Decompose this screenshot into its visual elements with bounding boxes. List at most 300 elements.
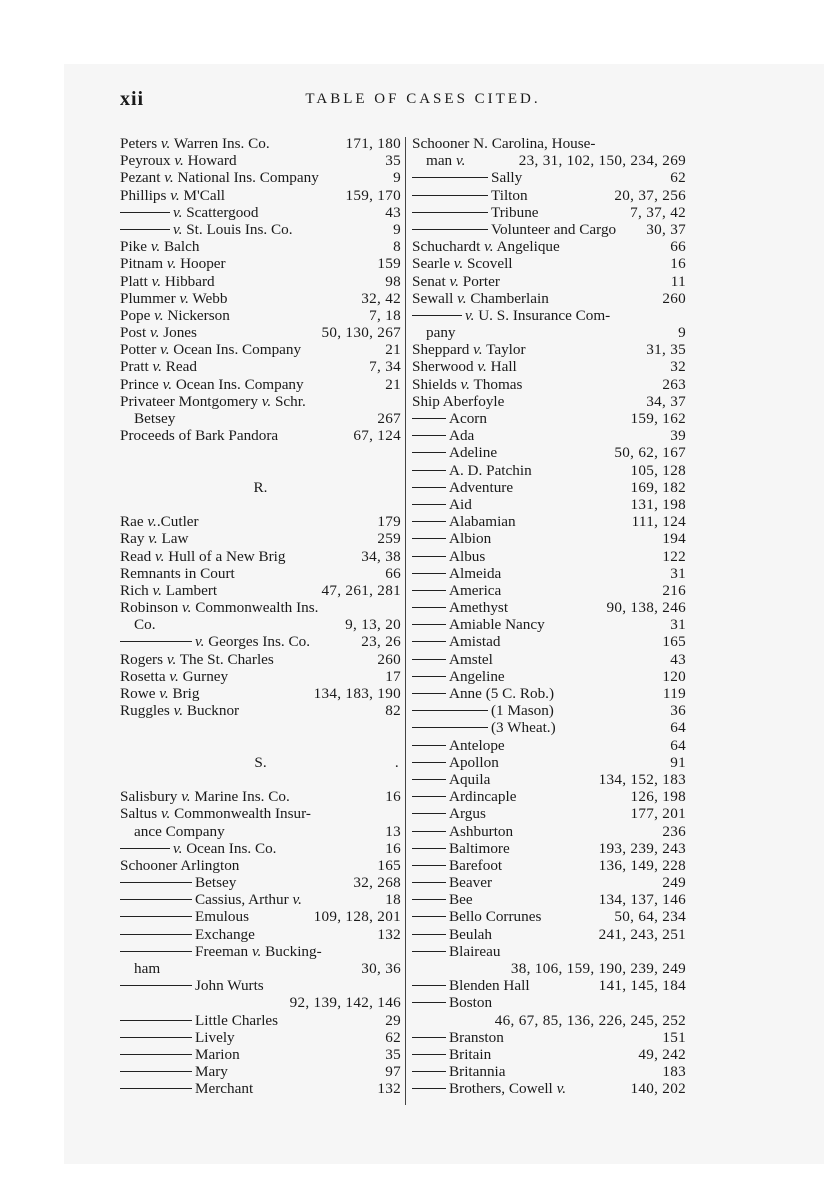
case-entry [412,565,686,582]
page-references: 134, 137, 146 [598,891,686,909]
page-references: 7, 18 [369,306,401,324]
case-entry [412,1046,686,1063]
page-references: 9, 13, 20 [345,616,401,634]
case-entry [412,204,686,221]
page-references: 260 [377,650,401,668]
case-entry [120,685,401,702]
case-entry [412,633,686,650]
page-references: 38, 106, 159, 190, 239, 249 [510,960,686,977]
case-entry [120,823,401,840]
case-name-text: Privateer Montgomery v. Schr. [120,392,306,410]
case-name [120,135,270,152]
case-name [412,771,490,788]
case-name [412,582,501,599]
case-name [412,479,513,496]
case-name [120,702,239,719]
case-name-text: Boston [449,994,493,1012]
page-references: 236 [662,822,686,840]
case-name-text: Betsey [195,874,237,892]
blank-line [120,771,401,788]
case-name [412,565,501,582]
case-name-text: Exchange [195,925,255,943]
case-name [412,805,486,822]
case-name [412,187,528,204]
page-references: 183 [662,1063,686,1081]
page-references: 97 [385,1063,401,1081]
page-references: 16 [670,255,686,273]
case-name [120,943,322,960]
case-name-text: ance Company [134,822,225,840]
case-name-text: Amstel [449,650,493,668]
ditto-dash [120,1088,192,1089]
case-name-text: v. Georges Ins. Co. [195,633,311,651]
case-name [120,221,293,238]
case-entry [412,702,686,719]
case-name-text: v. U. S. Insurance Com- [465,306,611,324]
case-name [412,427,474,444]
case-name-text: Peyroux v. Howard [120,152,237,170]
case-name [412,358,517,375]
case-name-text: Albus [449,547,486,565]
page-references: 43 [670,650,686,668]
case-entry [412,771,686,788]
page-references: 122 [662,547,686,565]
ditto-dash [412,659,446,660]
case-name-text: Pratt v. Read [120,358,197,376]
case-name [412,891,473,908]
case-name [120,187,225,204]
case-name [120,1080,253,1097]
case-name-text: Rogers v. The St. Charles [120,650,274,668]
ditto-dash [412,590,446,591]
case-entry [120,1012,401,1029]
case-name-text: Blenden Hall [449,977,530,995]
ditto-dash [412,1054,446,1055]
ditto-dash [412,452,446,453]
case-name [412,290,549,307]
case-entry [120,702,401,719]
case-entry [412,1029,686,1046]
ditto-dash [412,212,488,213]
case-entry [412,135,686,152]
ditto-dash [120,985,192,986]
case-name-text: Searle v. Scovell [412,255,513,273]
case-name-text: (1 Mason) [491,702,554,720]
page-references: 120 [662,667,686,685]
case-name-text: Volunteer and Cargo [491,220,617,238]
case-name [412,823,513,840]
case-entry [120,273,401,290]
case-name-text: America [449,581,502,599]
case-entry [120,874,401,891]
ditto-dash [412,693,446,694]
case-name-text: Schooner N. Carolina, House- [412,135,596,152]
case-name-text: Angeline [449,667,505,685]
ditto-dash [412,435,446,436]
case-name [120,1012,278,1029]
case-name-text: Pike v. Balch [120,238,200,256]
case-entry [412,788,686,805]
case-name [120,788,290,805]
case-entry [120,994,401,1011]
page-references: 267 [377,410,401,427]
case-name [120,926,255,943]
section-heading [120,754,401,771]
case-name [412,376,522,393]
case-entry [120,169,401,186]
running-title: TABLE OF CASES CITED. [305,91,541,107]
case-name [412,874,492,891]
case-name [120,908,249,925]
case-name [120,651,274,668]
case-name [120,273,215,290]
case-name [412,668,505,685]
case-name [412,135,595,152]
case-name-text: Prince v. Ocean Ins. Company [120,375,304,393]
ditto-dash [412,641,446,642]
case-name-text: Platt v. Hibbard [120,272,215,290]
case-name [120,1029,235,1046]
ditto-dash [120,1054,192,1055]
section-letter [120,479,401,496]
ditto-dash [412,1002,446,1003]
ditto-dash [412,315,462,316]
page-references: 119 [662,685,686,702]
case-entry [120,221,401,238]
page-references: 35 [385,1045,401,1063]
page-references: 18 [385,891,401,909]
case-name-text: Lively [195,1028,235,1046]
ditto-dash [120,1071,192,1072]
case-name-text: Mary [195,1063,228,1081]
case-entry [412,874,686,891]
case-name-text: Bee [449,891,473,909]
case-name-text: Schuchardt v. Angelique [412,238,560,256]
case-name-text: Ada [449,427,475,445]
case-name [412,548,485,565]
case-entry [120,376,401,393]
case-name-text: Rae v..Cutler [120,513,199,531]
case-name [412,393,504,410]
case-name-text: R. [253,478,268,496]
ditto-dash [412,710,488,711]
case-entry [120,341,401,358]
page-references: 50, 62, 167 [614,444,686,462]
case-entry [412,410,686,427]
case-name-text: Pitnam v. Hooper [120,255,226,273]
page-references: 31 [670,616,686,634]
case-name [412,462,532,479]
case-name [120,805,311,822]
page-references: 47, 261, 281 [321,581,401,599]
ditto-dash [120,1020,192,1021]
page-references: 131, 198 [630,495,686,513]
case-name-text: Amiable Nancy [449,616,545,634]
case-name-text: Rich v. Lambert [120,581,218,599]
case-name-text: Blaireau [449,942,501,960]
case-name-text: Anne (5 C. Rob.) [449,685,555,702]
case-name-text: Aquila [449,770,491,788]
page-references: 39 [670,427,686,445]
page-references: 82 [385,702,401,720]
case-name [134,960,160,977]
case-name [412,1029,504,1046]
case-name-text: Salisbury v. Marine Ins. Co. [120,788,290,806]
section-heading [120,479,401,496]
case-entry [120,857,401,874]
case-entry [412,840,686,857]
case-entry [120,891,401,908]
ditto-dash [412,521,446,522]
case-entry [120,633,401,650]
case-entry [412,926,686,943]
page-references: 194 [662,530,686,548]
case-name-text: Pezant v. National Ins. Company [120,169,319,187]
ditto-dash [412,779,446,780]
case-name-text: Barefoot [449,856,503,874]
ditto-dash [412,538,446,539]
case-name-text: Albion [449,530,492,548]
case-name [412,341,526,358]
case-name [412,857,502,874]
case-name [120,427,278,444]
page-references: 140, 202 [630,1080,686,1098]
page-references: 98 [385,272,401,290]
page-references: 21 [385,341,401,359]
ditto-dash [412,813,446,814]
case-name-text: John Wurts [195,977,264,995]
case-entry [412,462,686,479]
case-name-text: Pope v. Nickerson [120,306,230,324]
case-name-text: Brothers, Cowell v. [449,1080,566,1098]
case-entry [120,324,401,341]
page-references: 159 [377,255,401,273]
ditto-dash [412,865,446,866]
case-entry [120,135,401,152]
ditto-dash [412,1071,446,1072]
ditto-dash [412,195,488,196]
page-references: 7, 37, 42 [630,203,686,221]
page-references: 193, 239, 243 [598,839,686,857]
case-name [412,651,493,668]
case-name-text: ham [134,960,161,977]
case-name-text: Tilton [491,186,528,204]
case-name-text: Shields v. Thomas [412,375,523,393]
blank-line [120,496,401,513]
ditto-dash [412,607,446,608]
case-name [412,926,492,943]
ditto-dash [412,470,446,471]
case-entry [120,530,401,547]
case-entry [412,479,686,496]
case-entry [120,204,401,221]
page-references: 9 [678,324,686,342]
ditto-dash [412,1037,446,1038]
case-name [412,719,556,736]
page-references: 21 [385,375,401,393]
case-name [412,737,505,754]
case-entry [412,152,686,169]
case-entry [412,307,686,324]
case-entry [412,891,686,908]
page-references: 64 [670,719,686,737]
case-name [412,496,472,513]
case-name [120,668,228,685]
case-entry [412,737,686,754]
page-references: 46, 67, 85, 136, 226, 245, 252 [494,1011,686,1029]
ditto-dash [412,848,446,849]
ditto-dash [412,882,446,883]
case-name-text: Acorn [449,410,487,427]
case-name-text: (3 Wheat.) [491,719,556,737]
ditto-dash [412,504,446,505]
case-name-text: Sally [491,169,523,187]
case-entry [412,238,686,255]
case-entry [412,908,686,925]
case-name [412,754,499,771]
case-name [120,324,197,341]
case-name [120,204,259,221]
page-references: 9 [393,220,401,238]
case-name-text: Argus [449,805,486,823]
case-entry [412,943,686,960]
case-entry [120,513,401,530]
case-name [120,977,264,994]
case-entry [412,1012,686,1029]
case-name [412,943,500,960]
case-name-text: Ray v. Law [120,530,189,548]
page-references: 9 [393,169,401,187]
ditto-dash [412,831,446,832]
case-name-text: Proceeds of Bark Pandora [120,427,279,445]
case-name [412,444,497,461]
page-references: 165 [377,856,401,874]
case-name-text: Post v. Jones [120,324,197,342]
case-name [120,582,217,599]
case-name [412,530,491,547]
page-references: 90, 138, 246 [606,599,686,617]
case-entry [412,273,686,290]
case-entry [412,255,686,272]
case-name [120,152,237,169]
case-name-text: Saltus v. Commonwealth Insur- [120,805,311,823]
page-references: 67, 124 [353,427,401,445]
case-entry [412,668,686,685]
case-entry [412,496,686,513]
page-references: 30, 36 [361,960,401,977]
page-references: 30, 37 [646,220,686,238]
left-column [120,135,401,1098]
case-name-text: Co. [134,616,156,634]
case-entry [412,324,686,341]
case-entry [120,788,401,805]
page-references: 169, 182 [630,478,686,496]
case-name-text: Adeline [449,444,498,462]
ditto-dash [120,229,170,230]
case-name [120,307,230,324]
column-divider [405,137,406,1105]
page-references: 249 [662,874,686,892]
page-references: 216 [662,581,686,599]
case-entry [120,926,401,943]
case-name [120,255,226,272]
case-name-text: Cassius, Arthur v. [195,891,302,909]
case-entry [120,1046,401,1063]
case-name-text: Senat v. Porter [412,272,500,290]
case-name [120,565,235,582]
case-name-text: Baltimore [449,839,510,857]
page-references: 259 [377,530,401,548]
page-references: 23, 31, 102, 150, 234, 269 [518,152,686,170]
page-references: 49, 242 [638,1045,686,1063]
case-name [426,324,456,341]
case-name [412,994,492,1011]
case-entry [412,427,686,444]
ditto-dash [412,762,446,763]
case-entry [120,255,401,272]
case-entry [412,754,686,771]
case-entry [412,1063,686,1080]
case-name [412,685,554,702]
case-name [412,273,500,290]
page-references: 34, 38 [361,547,401,565]
case-name-text: Little Charles [195,1011,279,1029]
case-entry [120,599,401,616]
case-entry [412,341,686,358]
case-entry [120,427,401,444]
case-name-text: Betsey [134,410,176,427]
page-references: 260 [662,289,686,307]
case-name [412,410,487,427]
page-references: 136, 149, 228 [598,856,686,874]
ditto-dash [120,899,192,900]
page-references: 132 [377,1080,401,1098]
page-references: 64 [670,736,686,754]
ditto-dash [412,951,446,952]
case-name-text: Aid [449,495,472,513]
case-entry [120,187,401,204]
case-entry [120,358,401,375]
case-name-text: Sewall v. Chamberlain [412,289,549,307]
case-entry [412,582,686,599]
case-name-text: Remnants in Court [120,564,235,582]
case-entry [412,823,686,840]
ditto-dash [412,985,446,986]
case-name-text: Marion [195,1045,240,1063]
ditto-dash [412,556,446,557]
case-name [120,1046,240,1063]
case-entry [120,307,401,324]
page-references: 34, 37 [646,392,686,410]
case-entry [120,840,401,857]
section-letter [120,754,401,771]
case-entry [412,960,686,977]
case-name [412,1080,566,1097]
page-references: 141, 145, 184 [598,977,686,995]
case-name-text: Almeida [449,564,502,582]
case-name-text: Alabamian [449,513,516,531]
case-name-text: Ardincaple [449,788,517,806]
case-name [412,1046,491,1063]
case-name [412,204,539,221]
case-entry [412,805,686,822]
case-name-text: A. D. Patchin [449,461,532,479]
page-references: 165 [662,633,686,651]
case-name [134,616,156,633]
ditto-dash [412,916,446,917]
page-references: 16 [385,839,401,857]
case-entry [412,977,686,994]
